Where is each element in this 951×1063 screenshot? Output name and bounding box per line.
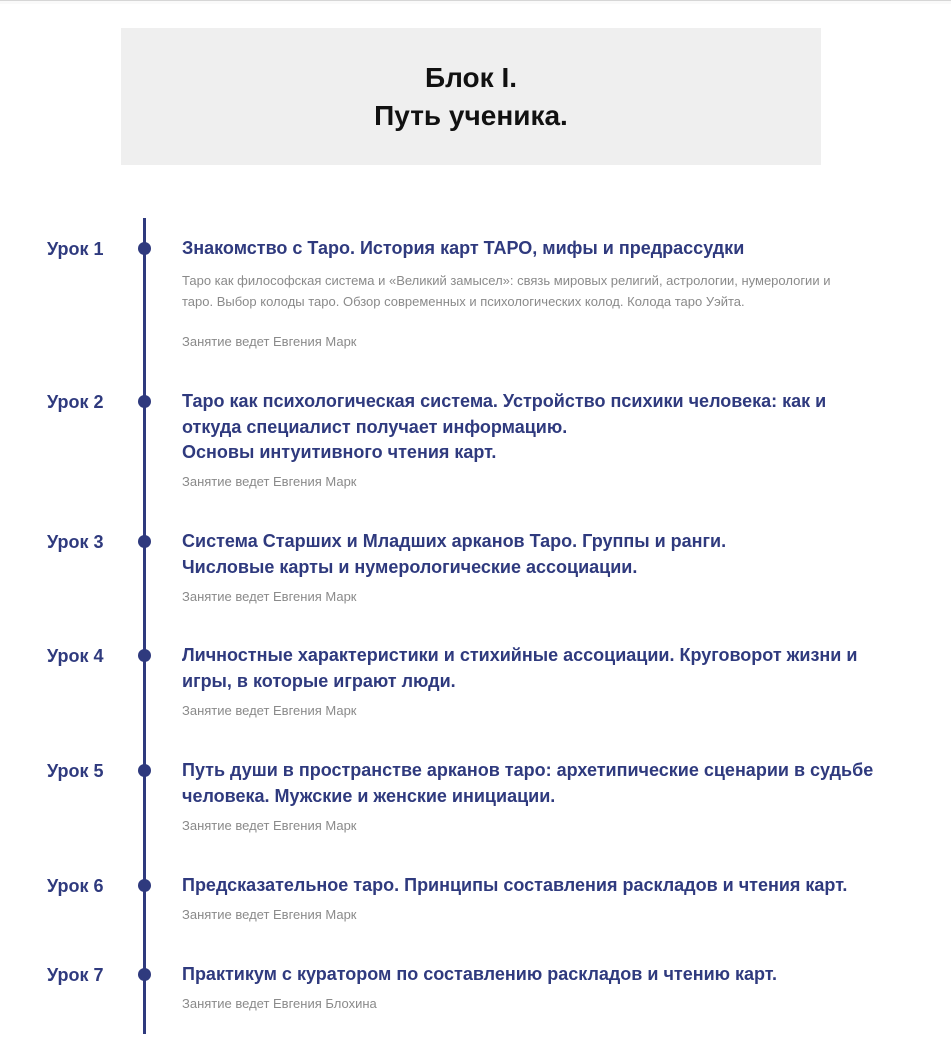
- lesson-label: Урок 2: [47, 392, 104, 412]
- lesson-title: [182, 236, 902, 262]
- lesson-description: [182, 270, 882, 312]
- lesson-label: Урок 3: [47, 532, 104, 552]
- timeline-dot: [138, 649, 151, 662]
- lesson-title-line: Предсказательное таро. Принципы составления раскладов и чтения карт.: [182, 875, 848, 895]
- lesson-content: [182, 962, 902, 1011]
- lesson-title-line: человека. Мужские и женские инициации.: [182, 785, 556, 806]
- lesson-title-line: Основы интуитивного чтения карт.: [182, 442, 497, 462]
- lesson-description-line: таро. Выбор колоды таро. Обзор современных и психологических колод. Колода таро Уэйта.: [182, 293, 745, 309]
- browser-top-edge: [0, 0, 951, 4]
- block-header: [121, 28, 821, 165]
- lesson-title: [182, 389, 902, 466]
- lesson-content: [182, 643, 902, 718]
- lesson-teacher: Занятие ведет Евгения Марк: [182, 334, 357, 349]
- lesson-content: [182, 236, 902, 349]
- lesson-title-line: Путь души в пространстве арканов таро: архетипические сценарии в судьбе: [182, 760, 874, 780]
- lesson-label: Урок 7: [47, 965, 104, 985]
- lesson-title-line: Знакомство с Таро. История карт ТАРО, мифы и предрассудки: [182, 238, 745, 258]
- timeline-dot: [138, 879, 151, 892]
- lesson-teacher: Занятие ведет Евгения Марк: [182, 818, 357, 833]
- timeline-line: [143, 218, 146, 1034]
- lesson-title: [182, 758, 902, 809]
- lesson-teacher: Занятие ведет Евгения Блохина: [182, 996, 377, 1011]
- lesson-title: [182, 962, 902, 988]
- lesson-label: Урок 5: [47, 761, 104, 781]
- lesson-teacher: Занятие ведет Евгения Марк: [182, 907, 357, 922]
- lesson-label: Урок 4: [47, 646, 104, 666]
- block-title-line-2: Путь ученика.: [374, 99, 568, 131]
- timeline-dot: [138, 535, 151, 548]
- lesson-description-line: Таро как философская система и «Великий замысел»: связь мировых религий, астрологии, нумерологии и: [182, 272, 831, 288]
- lesson-content: [182, 529, 902, 604]
- lesson-content: [182, 758, 902, 833]
- lesson-title-line: Числовые карты и нумерологические ассоциации.: [182, 556, 638, 577]
- lesson-teacher: Занятие ведет Евгения Марк: [182, 703, 357, 718]
- lesson-title-line: игры, в которые играют люди.: [182, 670, 456, 691]
- timeline-dot: [138, 242, 151, 255]
- lesson-title: [182, 529, 902, 580]
- timeline-dot: [138, 968, 151, 981]
- timeline-dot: [138, 395, 151, 408]
- lesson-content: [182, 873, 902, 922]
- lesson-title: [182, 873, 902, 899]
- lesson-label: Урок 1: [47, 239, 104, 259]
- lesson-title-line: Таро как психологическая система. Устройство психики человека: как и: [182, 391, 827, 411]
- timeline-dot: [138, 764, 151, 777]
- lesson-teacher: Занятие ведет Евгения Марк: [182, 589, 357, 604]
- lesson-teacher: Занятие ведет Евгения Марк: [182, 474, 357, 489]
- block-title-line-1: Блок I.: [425, 61, 517, 93]
- lesson-label: Урок 6: [47, 876, 104, 896]
- lesson-title-line: откуда специалист получает информацию.: [182, 416, 568, 437]
- lesson-title: [182, 643, 902, 694]
- lesson-title-line: Личностные характеристики и стихийные ассоциации. Круговорот жизни и: [182, 645, 858, 665]
- lesson-content: [182, 389, 902, 489]
- lesson-title-line: Система Старших и Младших арканов Таро. Группы и ранги.: [182, 531, 727, 551]
- lesson-title-line: Практикум с куратором по составлению раскладов и чтению карт.: [182, 964, 778, 984]
